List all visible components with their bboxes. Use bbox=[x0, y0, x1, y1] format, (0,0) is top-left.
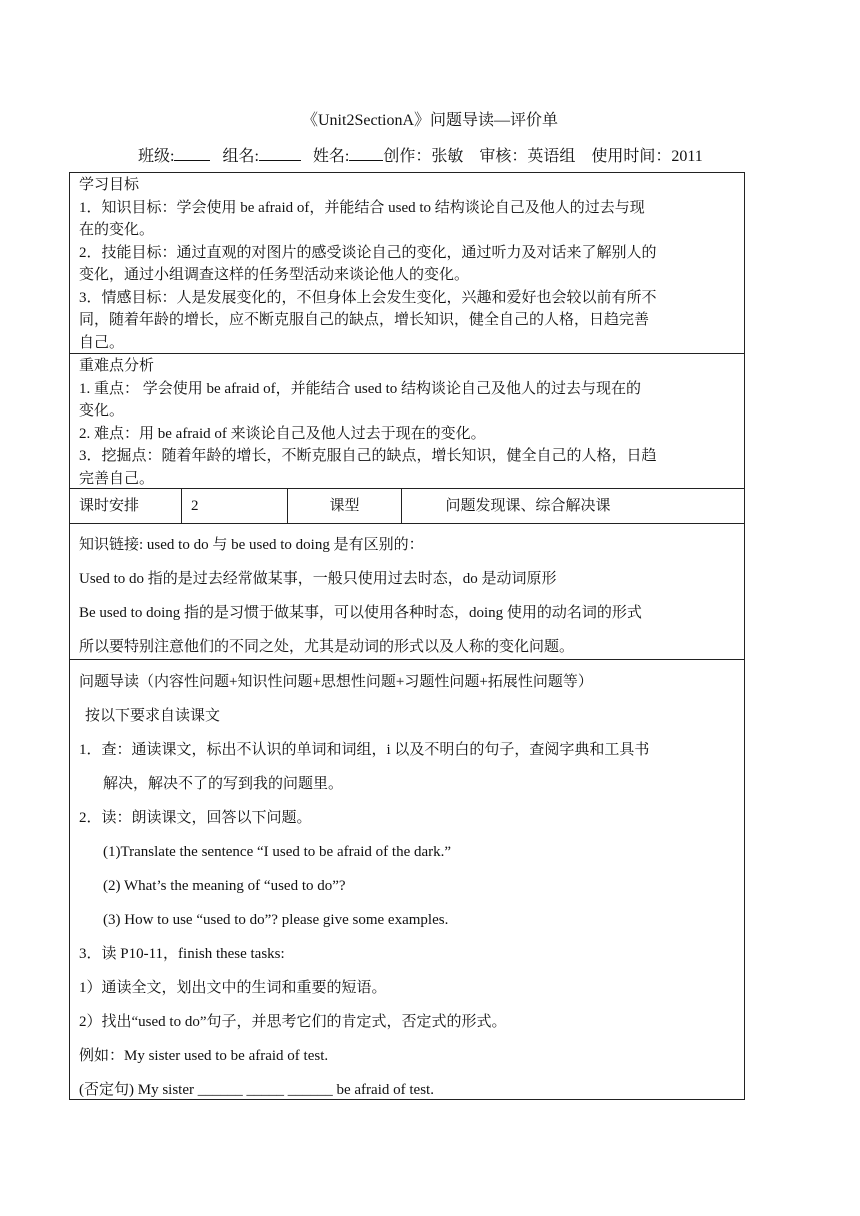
knowledge-line: Used to do 指的是过去经常做某事，一般只使用过去时态，do 是动词原形 bbox=[79, 571, 557, 587]
objective-line: 自己。 bbox=[79, 334, 125, 351]
name-label: 姓名: bbox=[312, 148, 350, 165]
key-points-section bbox=[70, 354, 744, 489]
name-blank[interactable] bbox=[349, 146, 383, 161]
author-text: 创作：张敏 bbox=[383, 148, 464, 165]
step-check: 1．查：通读课文，标出不认识的单词和词组，i 以及不明白的句子，查阅字典和工具书 bbox=[79, 742, 650, 758]
key-point-line: 2. 难点：用 be afraid of 来谈论自己及他人过去于现在的变化。 bbox=[79, 425, 486, 442]
objective-line: 2．技能目标：通过直观的对图片的感受谈论自己的变化，通过听力及对话来了解别人的 bbox=[79, 244, 657, 261]
task-2: 2）找出“used to do”句子，并思考它们的肯定式，否定式的形式。 bbox=[79, 1014, 507, 1030]
hours-label: 课时安排 bbox=[70, 489, 182, 523]
objective-line: 3．情感目标：人是发展变化的，不但身体上会发生变化，兴趣和爱好也会较以前有所不 bbox=[79, 289, 657, 306]
type-label: 课型 bbox=[288, 489, 402, 523]
key-point-line: 完善自己。 bbox=[79, 470, 155, 487]
question-1: (1)Translate the sentence “I used to be afraid of the dark.” bbox=[103, 844, 452, 860]
question-3: (3) How to use “used to do”? please give some examples. bbox=[103, 912, 449, 928]
knowledge-line: 所以要特别注意他们的不同之处，尤其是动词的形式以及人称的变化问题。 bbox=[79, 639, 575, 655]
section-heading: 学习目标 bbox=[79, 177, 140, 193]
group-blank[interactable] bbox=[259, 146, 301, 161]
step-tasks: 3．读 P10-11，finish these tasks: bbox=[79, 946, 285, 962]
learning-objectives-section bbox=[70, 173, 744, 354]
step-read: 2．读：朗读课文，回答以下问题。 bbox=[79, 810, 312, 826]
header-info-line bbox=[138, 146, 703, 168]
question-2: (2) What’s the meaning of “used to do”? bbox=[103, 878, 346, 894]
hours-value: 2 bbox=[182, 489, 288, 523]
knowledge-line: 知识链接: used to do 与 be used to doing 是有区别的： bbox=[79, 537, 424, 553]
objective-line: 同，随着年龄的增长，应不断克服自己的缺点，增长知识，健全自己的人格，日趋完善 bbox=[79, 312, 650, 328]
guided-reading-section bbox=[70, 660, 744, 1099]
step-check-cont: 解决，解决不了的写到我的问题里。 bbox=[103, 776, 344, 792]
key-point-line: 1. 重点： 学会使用 be afraid of，并能结合 used to 结构谈论自己及他人的过去与现在的 bbox=[79, 380, 642, 397]
reading-intro: 按以下要求自读课文 bbox=[85, 708, 221, 724]
task-1: 1）通读全文，划出文中的生词和重要的短语。 bbox=[79, 980, 387, 996]
group-label: 组名: bbox=[222, 148, 259, 165]
knowledge-link-section bbox=[70, 524, 744, 660]
evaluation-sheet-table bbox=[69, 172, 745, 1100]
type-value: 问题发现课、综合解决课 bbox=[445, 498, 611, 514]
section-heading: 重难点分析 bbox=[79, 358, 155, 374]
usage-time-text: 使用时间：2011 bbox=[591, 148, 703, 165]
reviewer-text: 审核：英语组 bbox=[479, 148, 576, 165]
example-sentence: 例如：My sister used to be afraid of test. bbox=[79, 1048, 329, 1064]
negative-sentence-exercise[interactable]: (否定句) My sister ______ _____ ______ be afraid of test. bbox=[79, 1082, 434, 1098]
schedule-row bbox=[70, 489, 744, 524]
key-point-line: 3．挖掘点：随着年龄的增长，不断克服自己的缺点，增长知识，健全自己的人格，日趋 bbox=[79, 448, 657, 464]
class-label: 班级: bbox=[138, 148, 175, 165]
objective-line: 1．知识目标：学会使用 be afraid of，并能结合 used to 结构谈论自己及他人的过去与现 bbox=[79, 199, 645, 216]
objective-line: 在的变化。 bbox=[79, 222, 155, 238]
section-heading: 问题导读（内容性问题+知识性问题+思想性问题+习题性问题+拓展性问题等） bbox=[79, 674, 593, 690]
knowledge-line: Be used to doing 指的是习惯于做某事，可以使用各种时态，doing 使用的动名词的形式 bbox=[79, 605, 642, 621]
document-title: 《Unit2SectionA》问题导读—评价单 bbox=[302, 112, 558, 129]
class-blank[interactable] bbox=[174, 146, 210, 161]
key-point-line: 变化。 bbox=[79, 403, 125, 419]
objective-line: 变化，通过小组调查这样的任务型活动来谈论他人的变化。 bbox=[79, 267, 470, 283]
